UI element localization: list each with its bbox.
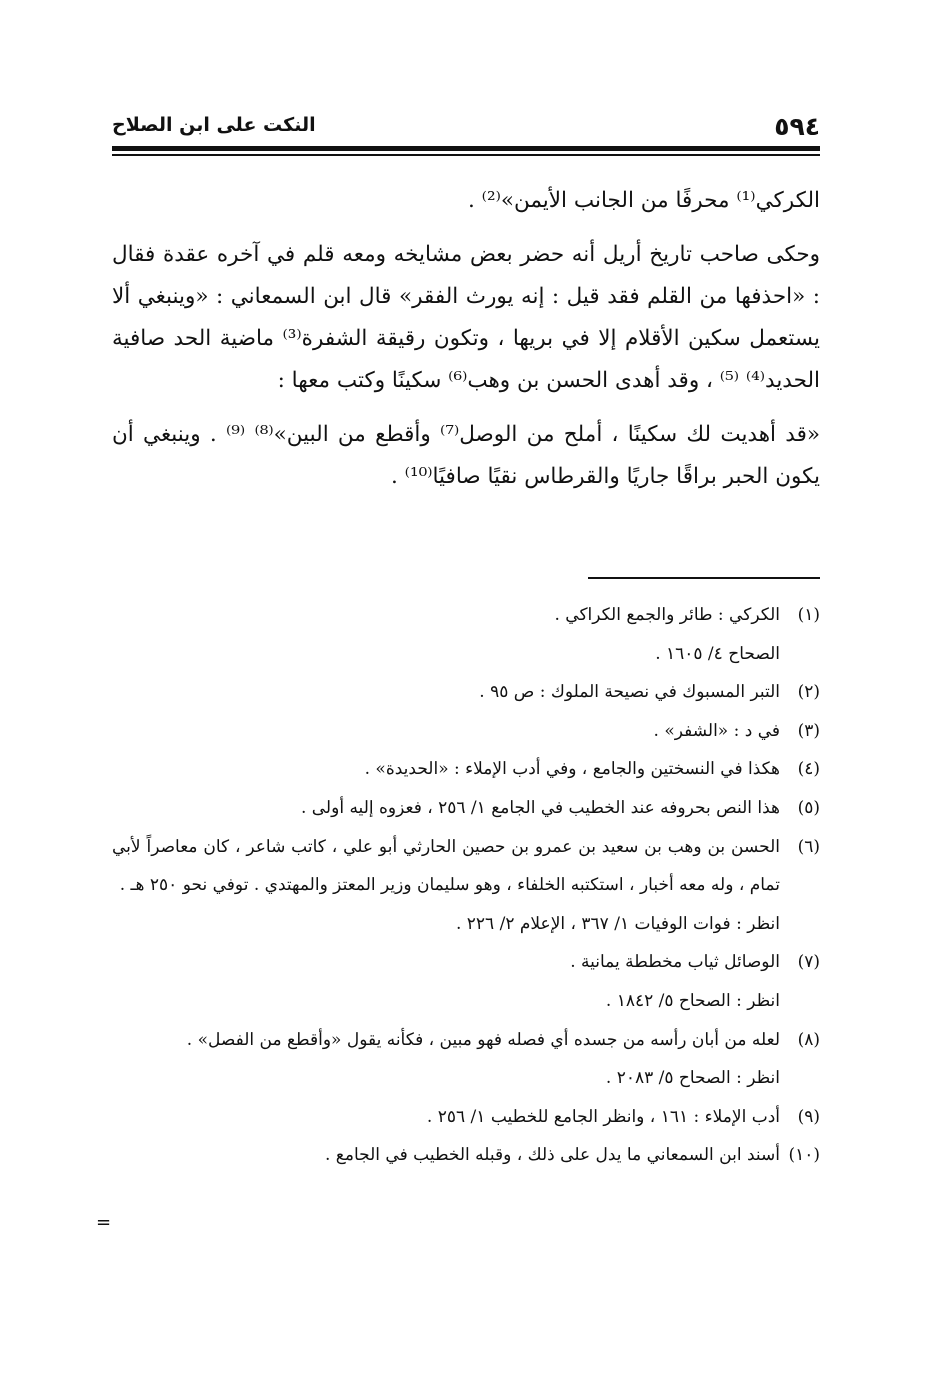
footnote — [112, 1021, 820, 1098]
footnote — [112, 828, 820, 944]
body-text — [112, 180, 820, 498]
body-paragraph: الكركي⁽¹⁾ محرفًا من الجانب الأيمن»⁽²⁾ . — [468, 188, 820, 213]
footnote-reference: انظر : الصحاح ٥/ ٢٠٨٣ . — [605, 1068, 780, 1089]
footnote — [112, 673, 820, 712]
footnote — [112, 1098, 820, 1137]
header-rule-thick — [112, 146, 820, 151]
footnote — [112, 596, 820, 673]
footnote-number: (٤) — [797, 759, 820, 780]
footnote-text: أدب الإملاء : ١٦١ ، وانظر الجامع للخطيب ١/ ٢٥٦ . — [426, 1106, 780, 1127]
footnote-reference: الصحاح ٤/ ١٦٠٥ . — [655, 643, 780, 664]
footnotes — [112, 596, 820, 1175]
footnote-number: (٣) — [797, 720, 820, 741]
footnote-text: أسند ابن السمعاني ما يدل على ذلك ، وقبله الخطيب في الجامع . — [325, 1145, 780, 1166]
footnote-number: (٧) — [797, 952, 820, 973]
footnote-number: (٥) — [797, 797, 820, 818]
footnote-text: في د : «الشفر» . — [653, 720, 780, 741]
footnote — [112, 750, 820, 789]
footnote-text: لعله من أبان رأسه من جسده أي فصله فهو مبين ، فكأنه يقول «وأقطع من الفصل» . — [186, 1029, 780, 1050]
footnote-number: (١٠) — [788, 1145, 820, 1166]
footnote-text: هذا النص بحروفه عند الخطيب في الجامع ١/ ٢٥٦ ، فعزوه إليه أولى . — [300, 797, 780, 818]
body-paragraph: «قد أهديت لك سكينًا ، أملح من الوصل⁽⁷⁾ وأقطع من البين»⁽⁸⁾ ⁽⁹⁾ . وينبغي أن يكون الحبر براقًا جاريًا والقرطاس نقيًا صافيًا⁽¹⁰⁾ . — [112, 422, 821, 489]
footnote-number: (٢) — [797, 682, 820, 703]
book-title: النكت على ابن الصلاح — [112, 114, 316, 136]
page-header — [112, 110, 820, 142]
footnote-text: التبر المسبوك في نصيحة الملوك : ص ٩٥ . — [479, 682, 780, 703]
footnote-text: الحسن بن وهب بن سعيد بن عمرو بن حصين الحارثي أبو علي ، كاتب شاعر ، كان معاصراً لأبي تمام ، وله معه أخبار ، استكتبه الخلفاء ، وهو سليمان وزير المعتز والمهتدي . توفي نحو ٢٥٠ هـ . — [112, 836, 780, 896]
footnote-reference: انظر : الصحاح ٥/ ١٨٤٢ . — [605, 990, 780, 1011]
footnote-number: (٩) — [797, 1106, 820, 1127]
footnote — [112, 1136, 820, 1175]
footnote-text: هكذا في النسختين والجامع ، وفي أدب الإملاء : «الحديدة» . — [364, 759, 780, 780]
footnote-number: (١) — [797, 605, 820, 625]
footnote-text: الوصائل ثياب مخططة يمانية . — [570, 952, 780, 973]
body-paragraph: وحكى صاحب تاريخ أريل أنه حضر بعض مشايخه ومعه قلم في آخره عقدة فقال : «احذفها من القلم فقد قيل : إنه يورث الفقر» قال ابن السمعاني : «وينبغي ألا يستعمل سكين الأقلام إلا في بريها ، وتكون رقيقة الشفرة⁽³⁾ ماضية الحد صافية الحديد⁽⁴⁾ ⁽⁵⁾ ، وقد أهدى الحسن بن وهب⁽⁶⁾ سكينًا وكتب معها : — [112, 242, 820, 393]
margin-mark: = — [96, 1212, 112, 1233]
footnote — [112, 789, 820, 828]
page-number: ٥٩٤ — [774, 112, 820, 141]
footnote — [112, 712, 820, 751]
footnote-text: الكركي : طائر والجمع الكراكي . — [554, 605, 780, 625]
header-rule-thin — [112, 154, 820, 156]
footnote-reference: انظر : فوات الوفيات ١/ ٣٦٧ ، الإعلام ٢/ ٢٢٦ . — [455, 913, 780, 934]
footnote-number: (٨) — [797, 1029, 820, 1050]
footnote — [112, 943, 820, 1020]
footnote-separator — [588, 577, 820, 579]
footnote-number: (٦) — [797, 836, 820, 857]
